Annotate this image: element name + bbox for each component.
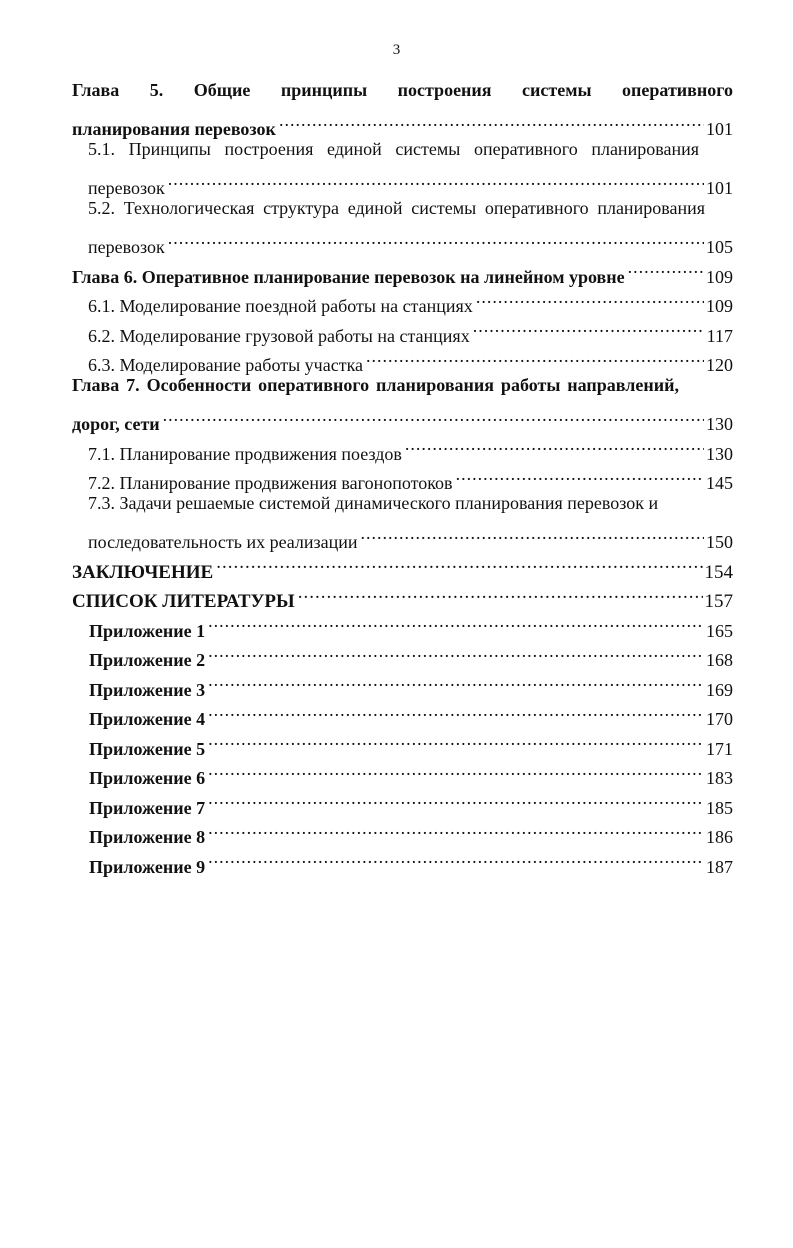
page-number: 3 (392, 42, 401, 58)
toc-chapter-5-title[interactable]: Глава 5. Общие принципы построения системы оперативного (72, 80, 733, 100)
dot-leader (208, 637, 704, 667)
toc-chapter-7-entry[interactable] (72, 401, 733, 434)
toc-page-number: 157 (704, 591, 733, 612)
toc-entry-text: перевозок (88, 178, 165, 198)
toc-entry-text: Приложение 8 (89, 827, 206, 847)
dot-leader (456, 460, 704, 490)
dot-leader (361, 519, 704, 549)
toc-appendix-9-entry[interactable] (72, 843, 733, 877)
toc-chapter-7-title[interactable]: Глава 7. Особенности оперативного планирования работы направлений, (72, 375, 679, 395)
toc-conclusion-entry[interactable] (72, 548, 733, 583)
dot-leader (476, 283, 704, 313)
toc-entry-text: Приложение 2 (89, 650, 206, 670)
dot-leader (366, 342, 704, 372)
toc-chapter-6-entry[interactable] (72, 253, 733, 287)
dot-leader (298, 578, 703, 608)
toc-appendix-1-entry[interactable] (72, 607, 733, 641)
toc-entry-text: 7.2. Планирование продвижения вагонопотоков (88, 473, 453, 493)
toc-entry-text: СПИСОК ЛИТЕРАТУРЫ (72, 591, 295, 612)
dot-leader (216, 548, 702, 578)
toc-entry-text: перевозок (88, 237, 165, 257)
toc-entry-text: 7.1. Планирование продвижения поездов (88, 443, 402, 464)
toc-appendix-3-entry[interactable] (72, 666, 733, 700)
toc-page-number: 171 (706, 738, 733, 759)
toc-page-number: 187 (706, 856, 733, 877)
toc-page-number: 169 (706, 679, 733, 700)
dot-leader (163, 401, 704, 431)
toc-page-number: 185 (706, 797, 733, 818)
toc-section-6-3-entry[interactable] (72, 342, 733, 375)
toc-page-number: 120 (706, 355, 733, 375)
toc-page-number: 150 (706, 532, 733, 552)
toc-appendix-4-entry[interactable] (72, 696, 733, 729)
toc-page-number: 130 (706, 443, 733, 464)
toc-entry-text: 6.1. Моделирование поездной работы на станциях (88, 296, 473, 316)
dot-leader (208, 607, 704, 637)
toc-page-number: 101 (706, 178, 733, 198)
dot-leader (208, 666, 704, 696)
toc-section-5-2-title[interactable]: 5.2. Технологическая структура единой системы оперативного планирования (88, 198, 705, 218)
toc-section-7-3-entry[interactable] (72, 519, 733, 552)
toc-page-number: 109 (706, 296, 733, 316)
toc-section-5-1-entry[interactable] (72, 165, 733, 198)
toc-page-number: 117 (706, 325, 733, 346)
dot-leader (208, 696, 704, 726)
toc-entry-text: Приложение 3 (89, 679, 206, 700)
toc-section-5-1-title[interactable]: 5.1. Принципы построения единой системы оперативного планирования (88, 139, 699, 159)
toc-page-number: 186 (706, 827, 733, 847)
toc-section-7-3-title[interactable]: 7.3. Задачи решаемые системой динамического планирования перевозок и (88, 493, 659, 513)
dot-leader (208, 755, 704, 785)
toc-entry-text: Приложение 9 (89, 856, 206, 877)
table-of-contents (72, 76, 733, 877)
toc-appendix-6-entry[interactable] (72, 755, 733, 788)
dot-leader (168, 165, 704, 195)
dot-leader (208, 784, 704, 814)
toc-appendix-5-entry[interactable] (72, 725, 733, 759)
toc-section-7-2-entry[interactable] (72, 460, 733, 493)
toc-entry-text: Приложение 7 (89, 797, 206, 818)
dot-leader (168, 224, 704, 254)
toc-chapter-5-entry[interactable] (72, 106, 733, 139)
toc-entry-text: Приложение 1 (89, 620, 206, 641)
toc-section-6-1-entry[interactable] (72, 283, 733, 316)
toc-entry-text: 6.2. Моделирование грузовой работы на станциях (88, 325, 470, 346)
dot-leader (279, 106, 704, 136)
dot-leader (208, 843, 704, 873)
toc-appendix-8-entry[interactable] (72, 814, 733, 847)
toc-page-number: 183 (706, 768, 733, 788)
toc-entry-text: ЗАКЛЮЧЕНИЕ (72, 561, 214, 583)
toc-page-number: 168 (706, 650, 733, 670)
toc-page-number: 154 (704, 561, 733, 583)
toc-section-6-2-entry[interactable] (72, 312, 733, 346)
toc-section-7-1-entry[interactable] (72, 430, 733, 464)
toc-entry-text: дорог, сети (72, 414, 160, 434)
toc-page-number: 109 (706, 266, 733, 287)
toc-page-number: 101 (706, 119, 733, 139)
toc-entry-text: планирования перевозок (72, 119, 276, 139)
dot-leader (208, 814, 704, 844)
toc-references-entry[interactable] (72, 578, 733, 612)
toc-entry-text: последовательность их реализации (88, 532, 358, 552)
toc-appendix-2-entry[interactable] (72, 637, 733, 670)
toc-page-number: 165 (706, 620, 733, 641)
toc-entry-text: Приложение 5 (89, 738, 206, 759)
dot-leader (473, 312, 705, 342)
dot-leader (208, 725, 704, 755)
dot-leader (628, 253, 704, 283)
toc-section-5-2-entry[interactable] (72, 224, 733, 257)
toc-page-number: 105 (706, 237, 733, 257)
dot-leader (405, 430, 704, 460)
toc-entry-text: 6.3. Моделирование работы участка (88, 355, 364, 375)
toc-page-number: 170 (706, 709, 733, 729)
toc-page-number: 145 (706, 473, 733, 493)
toc-entry-text: Приложение 6 (89, 768, 206, 788)
toc-appendix-7-entry[interactable] (72, 784, 733, 818)
toc-entry-text: Глава 6. Оперативное планирование перевозок на линейном уровне (72, 266, 625, 287)
toc-entry-text: Приложение 4 (89, 709, 206, 729)
toc-page-number: 130 (706, 414, 733, 434)
